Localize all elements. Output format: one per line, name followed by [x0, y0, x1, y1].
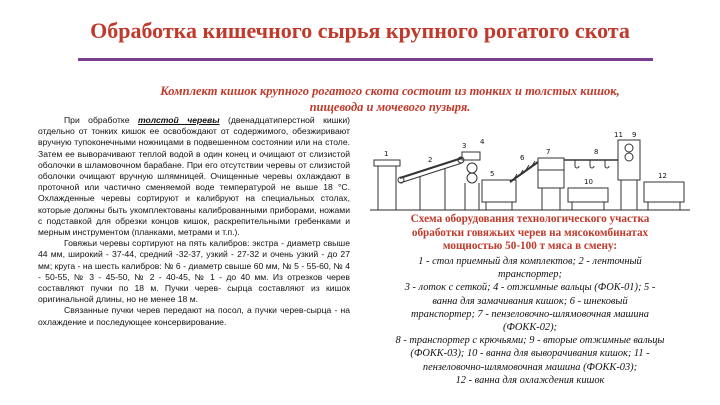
diagram-label-11: 11	[614, 131, 623, 139]
legend-line: пензеловочно-шлямовочная машина (ФОКК-03);	[422, 361, 638, 373]
diagram-label-7: 7	[546, 148, 551, 156]
paragraph-1-start: При обработке	[64, 115, 138, 125]
cleaning-machine	[538, 158, 564, 188]
paragraph-3: Связанные пучки черев передают на посол, а пучки черев-сырца - на охлаждение и последующее консервирование.	[38, 305, 350, 327]
cooling-bath	[644, 182, 684, 202]
inversion-bath	[568, 188, 608, 202]
conveyor-hooks	[575, 160, 609, 168]
scheme-title	[360, 213, 700, 254]
diagram-label-1: 1	[384, 150, 389, 158]
second-machine	[618, 140, 640, 180]
diagram-label-3: 3	[462, 142, 467, 150]
subtitle-line-1: Комплект кишок крупного рогатого скота состоит из тонких и толстых кишок,	[160, 84, 620, 98]
diagram-label-12: 12	[658, 172, 667, 180]
legend-line: 12 - ванна для охлаждения кишок	[455, 374, 605, 386]
legend-line: (ФОКК-02);	[502, 322, 558, 334]
belt-conveyor-lower	[400, 163, 462, 183]
squeeze-roller-top	[467, 163, 477, 173]
paragraph-1	[38, 115, 350, 238]
scheme-title-line-2: обработки говяжьих черев на мясокомбинатах	[411, 226, 649, 239]
subtitle	[100, 83, 680, 115]
title-divider	[78, 58, 653, 61]
diagram-label-5: 5	[490, 170, 495, 178]
scheme-title-line-3: мощностью 50-100 т мяса в смену:	[442, 240, 618, 252]
scheme-title-line-1: Схема оборудования технологического участка	[410, 213, 650, 225]
paragraph-2: Говяжьи черевы сортируют на пять калибров: экстра - диаметр свыше 44 мм, широкий - 37-44, средний -32-37, узкий - 27-32 и очень узкий - до 27 мм; круга - на шесть калибров: № 6 - диаметр свыше 60 мм, № 5 - 55-60, № 4 - 50-55, № 3 - 45-50, № 2 - 40-45, № 1 - до 40 мм. Из отрезков черев составляют пучки по 18 м. Пучки черев- сырца составляют из кишок оригинальной длины, но не менее 18 м.	[38, 238, 350, 305]
legend-line: 8 - транспортер с крючьями; 9 - вторые отжимные вальцы	[395, 335, 665, 347]
legend-line: транспортер; 7 - пензеловочно-шлямовочная машина	[411, 308, 649, 320]
diagram-label-9: 9	[632, 131, 637, 139]
diagram-label-2: 2	[428, 156, 433, 164]
paragraph-1-rest: (двенадцатиперстной кишки) отдельно от тонких кишок ее освобождают от содержимого, обезжиривают вручную тупоконечными ножницами в подвешенном состоянии или на столе. Затем ее выворачивают теплой водой в один конец и очищают от слизистой оболочки в шламовочном барабане. При его отсутствии черевы от слизистой оболочки очищают вручную шлямницей. Очищенные черевы охлаждают в проточной или частично сменяемой воде температурой не выше 18 °С. Охлажденные черевы сортируют и калибруют на специальных столах, которые должны быть укомплектованы калиброванными приборами, ножами с подставкой для обрезки концов кишок, раскрепительными гребенками и мерным инструментом (планками, метрами и т.п.).	[38, 115, 350, 238]
diagram-label-8: 8	[594, 148, 599, 156]
legend-line: транспортер;	[498, 269, 562, 281]
diagram-labels	[384, 131, 667, 186]
diagram-label-4: 4	[480, 138, 485, 146]
legend-line: ванна для замачивания кишок; 6 - шнековый	[432, 295, 628, 307]
soaking-bath	[482, 180, 516, 202]
subtitle-line-2: пищевода и мочевого пузыря.	[309, 100, 471, 114]
legend-line: (ФОКК-03); 10 - ванна для выворачивания кишок; 11 -	[410, 348, 650, 360]
squeeze-roller-bottom	[467, 173, 477, 183]
legend-line: 1 - стол приемный для комплектов; 2 - ленточный	[418, 256, 642, 267]
second-roller-top	[625, 144, 633, 152]
diagram-label-10: 10	[584, 178, 593, 186]
page-title: Обработка кишечного сырья крупного рогатого скота	[90, 18, 630, 43]
receiving-table	[374, 160, 400, 166]
scheme-legend	[352, 255, 708, 387]
mesh-tray	[462, 152, 480, 160]
equipment-diagram	[370, 130, 690, 215]
body-text	[38, 115, 350, 328]
diagram-label-6: 6	[520, 154, 525, 162]
paragraph-1-emphasis: толстой черевы	[137, 115, 220, 125]
second-roller-bottom	[625, 153, 633, 161]
legend-line: 3 - лоток с сеткой; 4 - отжимные вальцы (ФОК-01); 5 -	[404, 282, 656, 294]
